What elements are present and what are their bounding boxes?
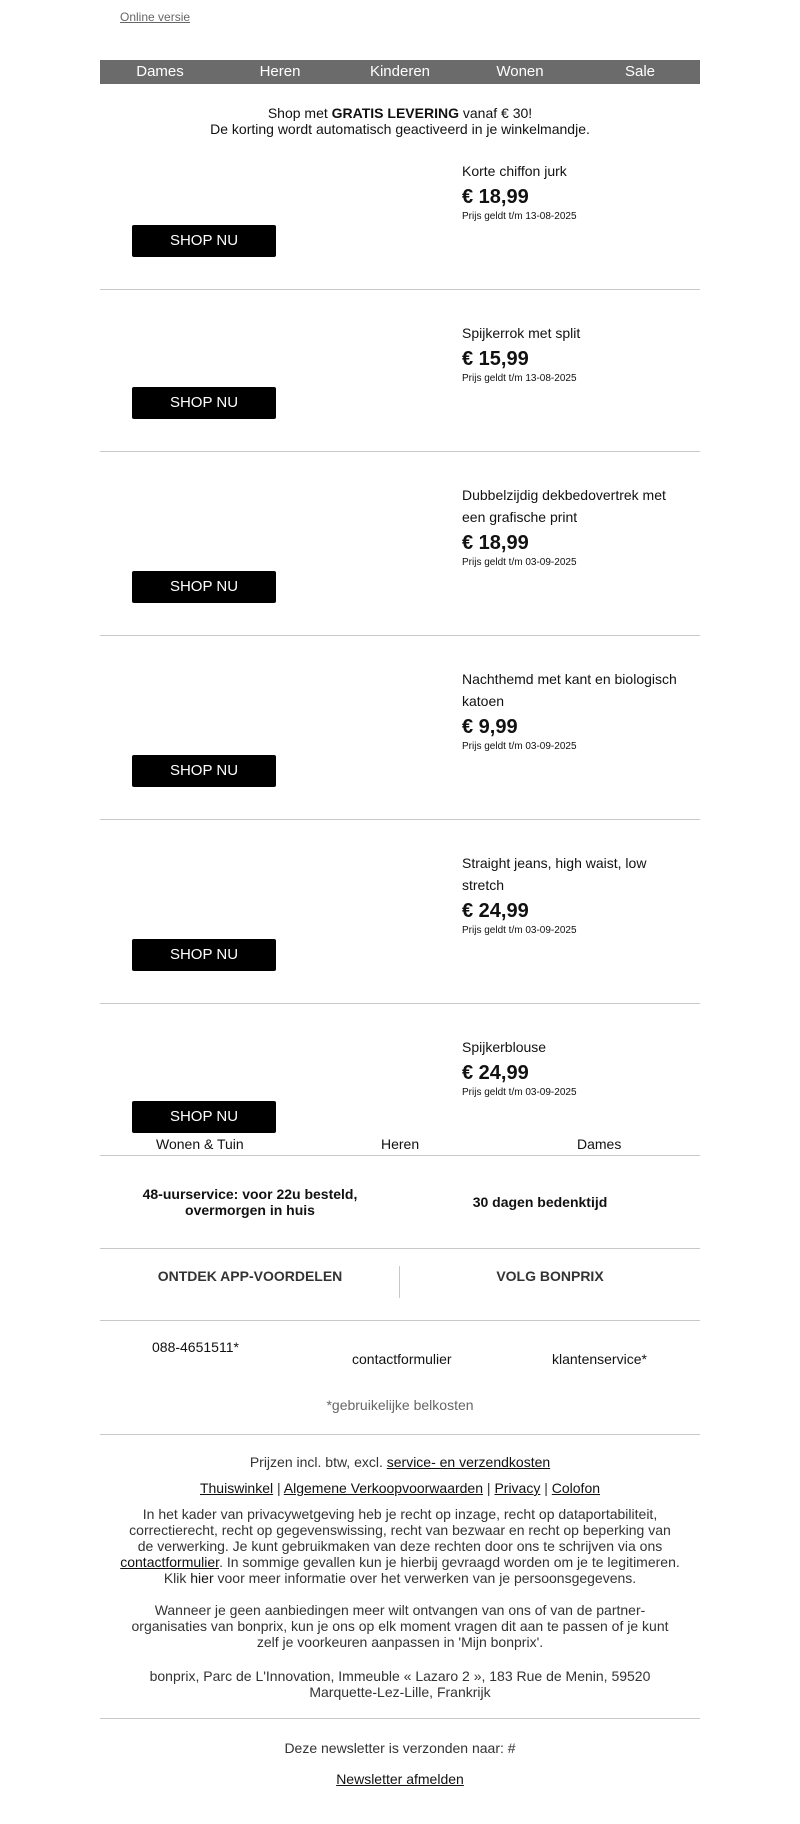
unsubscribe-link[interactable]: Newsletter afmelden [336,1771,464,1787]
thuiswinkel-link[interactable]: Thuiswinkel [199,1480,274,1496]
product-info [462,484,682,568]
privacy-contact-form-link[interactable]: contactformulier [120,1554,220,1570]
product-card [100,852,700,1002]
price-validity: Prijs geldt t/m 03-09-2025 [462,1087,577,1098]
product-card [100,668,700,818]
prices-prefix: Prijzen incl. btw, excl. [249,1454,387,1470]
product-info [462,1036,682,1098]
call-cost-note: *gebruikelijke belkosten [326,1397,474,1413]
shop-now-button[interactable]: SHOP NU [132,225,276,257]
shop-now-button[interactable]: SHOP NU [132,755,276,787]
online-version-link[interactable]: Online versie [120,10,191,24]
divider [100,451,700,452]
category-wonen-tuin[interactable]: Wonen & Tuin [156,1136,244,1152]
product-info [462,160,682,222]
contact-form-link[interactable]: contactformulier [352,1351,452,1367]
divider [100,1320,700,1321]
company-address: bonprix, Parc de L'Innovation, Immeuble « Lazaro 2 », 183 Rue de Menin, 59520 Marquette-Lez-Lille, Frankrijk [149,1668,651,1700]
phone-link[interactable]: 088-4651511* [152,1339,239,1355]
privacy-text [120,1506,680,1586]
product-info [462,852,682,936]
product-name[interactable]: Korte chiffon jurk [462,163,567,179]
product-card [100,484,700,634]
divider [100,819,700,820]
product-info [462,322,682,384]
privacy-text-part: voor meer informatie over het verwerken van je persoonsgegevens. [213,1570,637,1586]
price-validity: Prijs geldt t/m 13-08-2025 [462,373,577,384]
usp-delivery: 48-uurservice: voor 22u besteld, overmorgen in huis [142,1186,358,1218]
terms-link[interactable]: Algemene Verkoopvoorwaarden [283,1480,484,1496]
price-validity: Prijs geldt t/m 13-08-2025 [462,211,577,222]
product-name[interactable]: Nachthemd met kant en biologisch katoen [462,671,677,709]
nav-item-kinderen[interactable]: Kinderen [369,63,431,80]
offers-text: Wanneer je geen aanbiedingen meer wilt ontvangen van ons of van de partner-organisaties van bonprix, kun je ons op elk moment vragen dit aan te passen of je kunt zelf je voorkeuren aanpassen in 'Mijn bonprix'. [131,1602,669,1650]
divider [100,1434,700,1435]
nav-item-sale[interactable]: Sale [624,63,656,80]
usp-return: 30 dagen bedenktijd [472,1194,608,1210]
product-price: € 24,99 [462,900,529,922]
shop-now-button[interactable]: SHOP NU [132,387,276,419]
divider [100,635,700,636]
unsubscribe-wrap [100,1771,700,1787]
shop-now-button[interactable]: SHOP NU [132,939,276,971]
divider [100,289,700,290]
divider [100,1248,700,1249]
nav-item-wonen[interactable]: Wonen [496,63,544,80]
app-benefits-link[interactable]: ONTDEK APP-VOORDELEN [157,1268,343,1284]
service-costs-link[interactable]: service- en verzendkosten [386,1454,551,1470]
nav-item-dames[interactable]: Dames [136,63,184,80]
product-name[interactable]: Spijkerrok met split [462,325,581,341]
product-info [462,668,682,752]
follow-bonprix-link[interactable]: VOLG BONPRIX [496,1268,604,1284]
divider [100,1718,700,1719]
promo-prefix: Shop met [267,105,332,121]
prices-note [100,1454,700,1470]
product-card [100,322,700,452]
price-validity: Prijs geldt t/m 03-09-2025 [462,557,577,568]
privacy-link[interactable]: Privacy [494,1480,541,1496]
product-card [100,1036,700,1136]
promo-discount-note: De korting wordt automatisch geactiveerd in je winkelmandje. [210,121,590,137]
product-name[interactable]: Dubbelzijdig dekbedovertrek met een grafische print [462,487,666,525]
divider [100,1003,700,1004]
promo-suffix: vanaf € 30! [458,105,533,121]
category-dames[interactable]: Dames [577,1136,622,1152]
sent-to-note: Deze newsletter is verzonden naar: # [284,1740,516,1756]
nav-item-heren[interactable]: Heren [259,63,301,80]
product-name[interactable]: Spijkerblouse [462,1039,547,1055]
app-social-row [100,1266,700,1298]
shop-now-button[interactable]: SHOP NU [132,571,276,603]
promo-banner [100,105,700,137]
product-name[interactable]: Straight jeans, high waist, low stretch [462,855,647,893]
divider [100,1155,700,1156]
shop-now-button[interactable]: SHOP NU [132,1101,276,1133]
price-validity: Prijs geldt t/m 03-09-2025 [462,925,577,936]
product-card [100,160,700,290]
privacy-text-part: . In sommige gevallen kun je hierbij gevraagd worden om je te legitimeren. Klik [163,1554,680,1586]
product-price: € 18,99 [462,186,529,208]
customer-service-link[interactable]: klantenservice* [552,1351,647,1367]
legal-links: Thuiswinkel | Algemene Verkoopvoorwaarden | Privacy | Colofon [199,1480,601,1496]
category-heren[interactable]: Heren [381,1136,420,1152]
promo-free-delivery: GRATIS LEVERING [331,105,459,121]
product-price: € 24,99 [462,1062,529,1084]
main-nav [100,60,700,84]
product-price: € 15,99 [462,348,529,370]
product-price: € 9,99 [462,716,518,738]
colofon-link[interactable]: Colofon [551,1480,601,1496]
price-validity: Prijs geldt t/m 03-09-2025 [462,741,577,752]
category-links [100,1136,700,1156]
privacy-text-part: In het kader van privacywetgeving heb je recht op inzage, recht op dataportabiliteit, correctierecht, recht op gegevenswissing, recht van bezwaar en recht op beperking van de verwerking. Je kunt gebruikmaken van deze rechten door ons te schrijven via ons [129,1506,671,1554]
privacy-here-link[interactable]: hier [190,1570,214,1586]
product-price: € 18,99 [462,532,529,554]
